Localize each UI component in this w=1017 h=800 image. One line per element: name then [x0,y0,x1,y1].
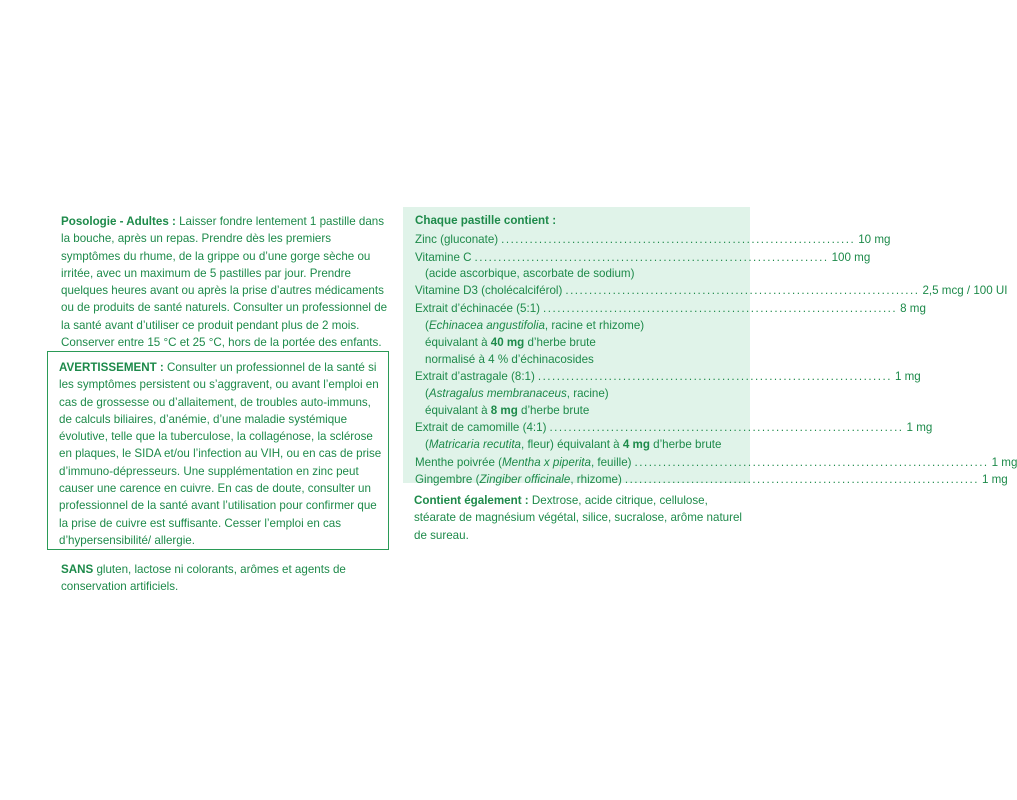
chamomile-source: (Matricaria recutita, fleur) équivalant à 4 mg d’herbe brute [425,438,722,451]
ingredients-panel [403,207,1017,486]
ingredient-amount: 100 mg [831,250,871,264]
dot-leader: ........................................................................... [537,369,892,383]
echinacea-source: (Echinacea angustifolia, racine et rhizome) [425,319,645,332]
echinacea-latin: Echinacea angustifolia [428,319,545,332]
astragalus-equivalence [425,402,589,419]
dosage-text: Laisser fondre lentement 1 pastille dans la bouche, après un repas. Prendre dès les premiers symptômes du rhume, de la grippe ou d’une gorge sèche ou irritée, avec un maximum de 5 pastilles par jour. Prendre quelques heures avant ou après la prise d’autres médicaments ou de produits de santé naturels. Consulter un professionnel de la santé avant d’utiliser ce produit pendant plus de 2 mois. Conserver entre 15 °C et 25 °C, hors de la portée des enfants. [61,215,388,350]
also-contains-section [414,492,749,544]
ingredient-amount: 1 mg [894,369,921,383]
warning-paragraph [59,359,387,549]
equiv-amount: 4 mg [622,438,650,451]
equiv-amount: 40 mg [490,336,525,349]
equiv-pre: équivalant à [425,404,491,417]
name-post: , rhizome) [570,472,622,486]
ingredient-amount: 1 mg [991,455,1017,469]
ginger-latin: Zingiber officinale [479,472,571,486]
ingredient-row-astragalus [415,367,921,385]
dot-leader: ........................................................................... [549,420,904,434]
dot-leader: ........................................................................... [543,301,898,315]
ingredient-name [415,454,632,471]
ingredient-name [415,471,622,488]
free-from-paragraph [61,561,381,596]
ingredient-row-peppermint [415,453,1017,471]
mint-latin: Mentha x piperita [502,455,591,469]
ingredient-row-chamomile [415,418,933,436]
chamomile-parts: , fleur) équivalant à [521,438,623,451]
ingredient-row-vitamin-c [415,248,871,266]
ingredient-amount: 2,5 mcg / 100 UI [922,283,1008,297]
ingredient-name: Extrait d’échinacée (5:1) [415,301,541,315]
chamomile-latin: Matricaria recutita [428,438,522,451]
ingredient-row-zinc [415,230,891,248]
warning-text: Consulter un professionnel de la santé si les symptômes persistent ou s’aggravent, ou avant l’emploi en cas de grossesse ou d’allaitement, de troubles auto-immuns, de calculs biliaires, d’anémie, d’une maladie systémique évolutive, telle que la tuberculose, la collagénose, la sclérose en plaques, le SIDA et/ou l’infection au VIH, ou en cas de prise d’immuno-dépresseurs. Une supplémentation en zinc peut causer une carence en cuivre. En cas de doute, consulter un professionnel de la santé avant l’utilisation pour confirmer que la prise de cuivre est suffisante. Cesser l’emploi en cas d’hypersensibilité/ allergie. [59,361,382,547]
ingredient-name: Extrait d’astragale (8:1) [415,369,535,383]
ingredient-detail-vitamin-c: (acide ascorbique, ascorbate de sodium) [425,267,635,280]
equiv-pre: équivalant à [425,336,491,349]
ingredient-amount: 10 mg [858,232,891,246]
echinacea-equivalence [425,334,596,351]
dot-leader: ........................................................................... [474,250,829,264]
ingredient-amount: 8 mg [900,301,926,315]
dot-leader: ........................................................................... [565,283,920,297]
dosage-section [61,213,391,351]
name-post: , feuille) [590,455,632,469]
free-from-heading: SANS [61,563,94,576]
dot-leader: ........................................................................... [501,232,856,246]
ingredients-title: Chaque pastille contient : [415,214,557,227]
echinacea-standardization: normalisé à 4 % d’échinacosides [425,353,594,366]
dosage-paragraph [61,213,391,351]
dosage-heading: Posologie - Adultes : [61,215,176,228]
dot-leader: ........................................................................... [624,472,979,486]
ingredient-row-ginger [415,470,1008,488]
equiv-post: d’herbe brute [524,336,596,349]
ingredient-row-vitamin-d3 [415,281,1008,299]
equiv-post: d’herbe brute [649,438,722,451]
ingredient-row-echinacea [415,299,926,317]
ingredient-amount: 1 mg [906,420,933,434]
name-pre: Menthe poivrée ( [415,455,502,469]
ingredient-name: Zinc (gluconate) [415,232,499,246]
dot-leader: ........................................................................... [634,455,989,469]
ingredient-name: Extrait de camomille (4:1) [415,420,547,434]
equiv-amount: 8 mg [490,404,518,417]
astragalus-latin: Astragalus membranaceus [428,387,567,400]
echinacea-parts: , racine et rhizome) [544,319,645,332]
also-contains-text: Dextrose, acide citrique, cellulose, stéarate de magnésium végétal, silice, sucralose, arôme naturel de sureau. [414,494,743,542]
astragalus-source: (Astragalus membranaceus, racine) [425,387,609,400]
ingredient-name: Vitamine C [415,250,472,264]
free-from-section [61,561,381,596]
name-pre: Gingembre ( [415,472,480,486]
ingredient-name: Vitamine D3 (cholécalciférol) [415,283,563,297]
astragalus-parts: , racine) [566,387,609,400]
free-from-text: gluten, lactose ni colorants, arômes et agents de conservation artificiels. [61,563,346,594]
warning-heading: AVERTISSEMENT : [59,361,164,374]
ingredient-amount: 1 mg [981,472,1008,486]
also-contains-heading: Contient également : [414,494,529,507]
equiv-post: d’herbe brute [517,404,590,417]
warning-box [47,351,389,550]
also-contains-paragraph [414,492,749,544]
